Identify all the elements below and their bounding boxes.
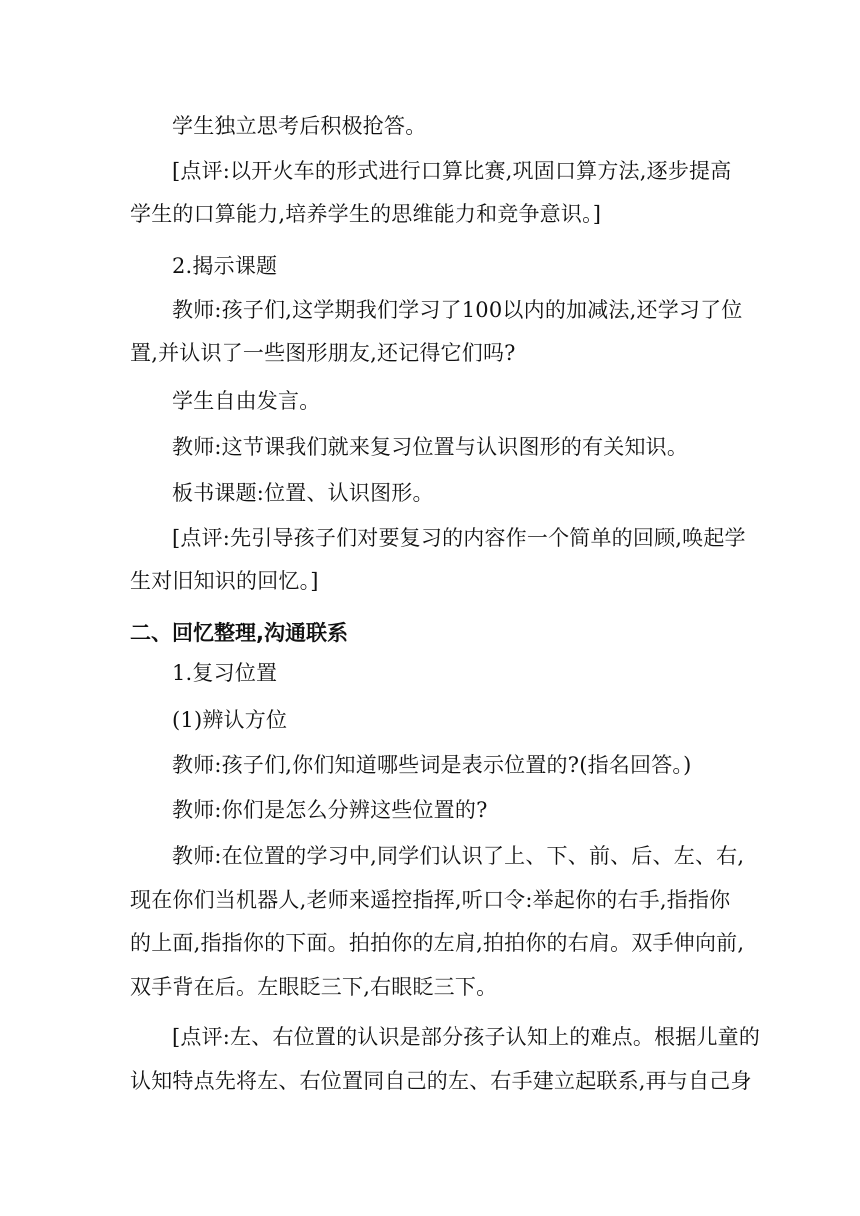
paragraph-line: 的上面,指指你的下面。拍拍你的左肩,拍拍你的右肩。双手伸向前,: [130, 931, 745, 955]
comment-line: [点评:左、右位置的认识是部分孩子认知上的难点。根据儿童的: [172, 1025, 761, 1049]
comment-line: [点评:以开火车的形式进行口算比赛,巩固口算方法,逐步提高: [172, 159, 732, 183]
paragraph-line: 教师:在位置的学习中,同学们认识了上、下、前、后、左、右,: [172, 844, 745, 868]
section-heading: 二、回忆整理,沟通联系: [130, 621, 348, 645]
subsection-title: 1.复习位置: [172, 661, 278, 685]
paragraph-line: 教师:这节课我们就来复习位置与认识图形的有关知识。: [172, 435, 689, 459]
comment-line: 学生的口算能力,培养学生的思维能力和竞争意识。]: [130, 202, 602, 226]
comment-line: 认知特点先将左、右位置同自己的左、右手建立起联系,再与自己身: [130, 1069, 752, 1093]
paragraph-line: 现在你们当机器人,老师来遥控指挥,听口令:举起你的右手,指指你: [130, 888, 731, 912]
paragraph-line: 教师:孩子们,你们知道哪些词是表示位置的?(指名回答。): [172, 753, 692, 777]
comment-line: [点评:先引导孩子们对要复习的内容作一个简单的回顾,唤起学: [172, 526, 746, 550]
comment-line: 生对旧知识的回忆。]: [130, 569, 319, 593]
paragraph-line: 学生自由发言。: [172, 389, 321, 413]
paragraph-line: 教师:孩子们,这学期我们学习了100以内的加减法,还学习了位: [172, 298, 743, 322]
subsection-title: (1)辨认方位: [172, 708, 288, 732]
paragraph-line: 置,并认识了一些图形朋友,还记得它们吗?: [130, 341, 516, 365]
paragraph-line: 学生独立思考后积极抢答。: [172, 114, 427, 138]
paragraph-line: 双手背在后。左眼眨三下,右眼眨三下。: [130, 975, 498, 999]
paragraph-line: 板书课题:位置、认识图形。: [172, 481, 434, 505]
subsection-title: 2.揭示课题: [172, 254, 278, 278]
paragraph-line: 教师:你们是怎么分辨这些位置的?: [172, 798, 488, 822]
